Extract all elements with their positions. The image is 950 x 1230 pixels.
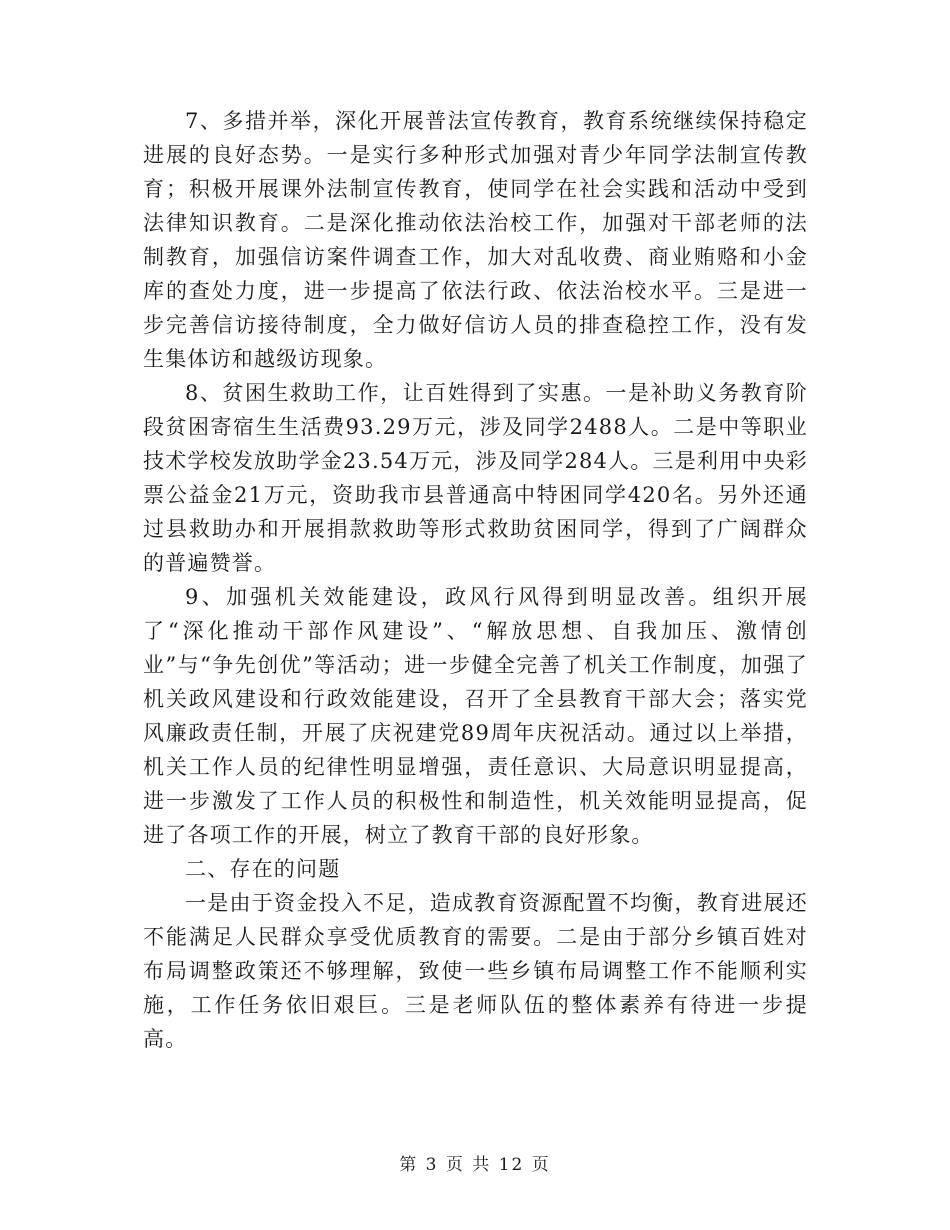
paragraph-item-8: 8、贫困生救助工作，让百姓得到了实惠。一是补助义务教育阶段贫困寄宿生生活费93.29万元，涉及同学2488人。二是中等职业技术学校发放助学金23.54万元，涉及同学284人。三是利用中央彩票公益金21万元，资助我市县普通高中特困同学420名。另外还通过县救助办和开展捐款救助等形式救助贫困同学，得到了广阔群众的普遍赞誉。 (143, 381, 808, 575)
paragraph-problems: 一是由于资金投入不足，造成教育资源配置不均衡，教育进展还不能满足人民群众享受优质教育的需要。二是由于部分乡镇百姓对布局调整政策还不够理解，致使一些乡镇布局调整工作不能顺利实施，工作任务依旧艰巨。三是老师队伍的整体素养有待进一步提高。 (143, 891, 808, 1051)
page-number-footer: 第 3 页 共 12 页 (399, 1155, 551, 1175)
document-body (143, 104, 808, 1056)
paragraph-item-7: 7、多措并举，深化开展普法宣传教育，教育系统继续保持稳定进展的良好态势。一是实行多种形式加强对青少年同学法制宣传教育；积极开展课外法制宣传教育，使同学在社会实践和活动中受到法律知识教育。二是深化推动依法治校工作，加强对干部老师的法制教育，加强信访案件调查工作，加大对乱收费、商业贿赂和小金库的查处力度，进一步提高了依法行政、依法治校水平。三是进一步完善信访接待制度，全力做好信访人员的排查稳控工作，没有发生集体访和越级访现象。 (143, 109, 808, 371)
section-heading-problems: 二、存在的问题 (185, 857, 341, 881)
paragraph-item-9: 9、加强机关效能建设，政风行风得到明显改善。组织开展了“深化推动干部作风建设”、“解放思想、自我加压、激情创业”与“争先创优”等活动；进一步健全完善了机关工作制度，加强了机关政风建设和行政效能建设，召开了全县教育干部大会；落实党风廉政责任制，开展了庆祝建党89周年庆祝活动。通过以上举措，机关工作人员的纪律性明显增强，责任意识、大局意识明显提高，进一步激发了工作人员的积极性和制造性，机关效能明显提高，促进了各项工作的开展，树立了教育干部的良好形象。 (143, 585, 808, 847)
